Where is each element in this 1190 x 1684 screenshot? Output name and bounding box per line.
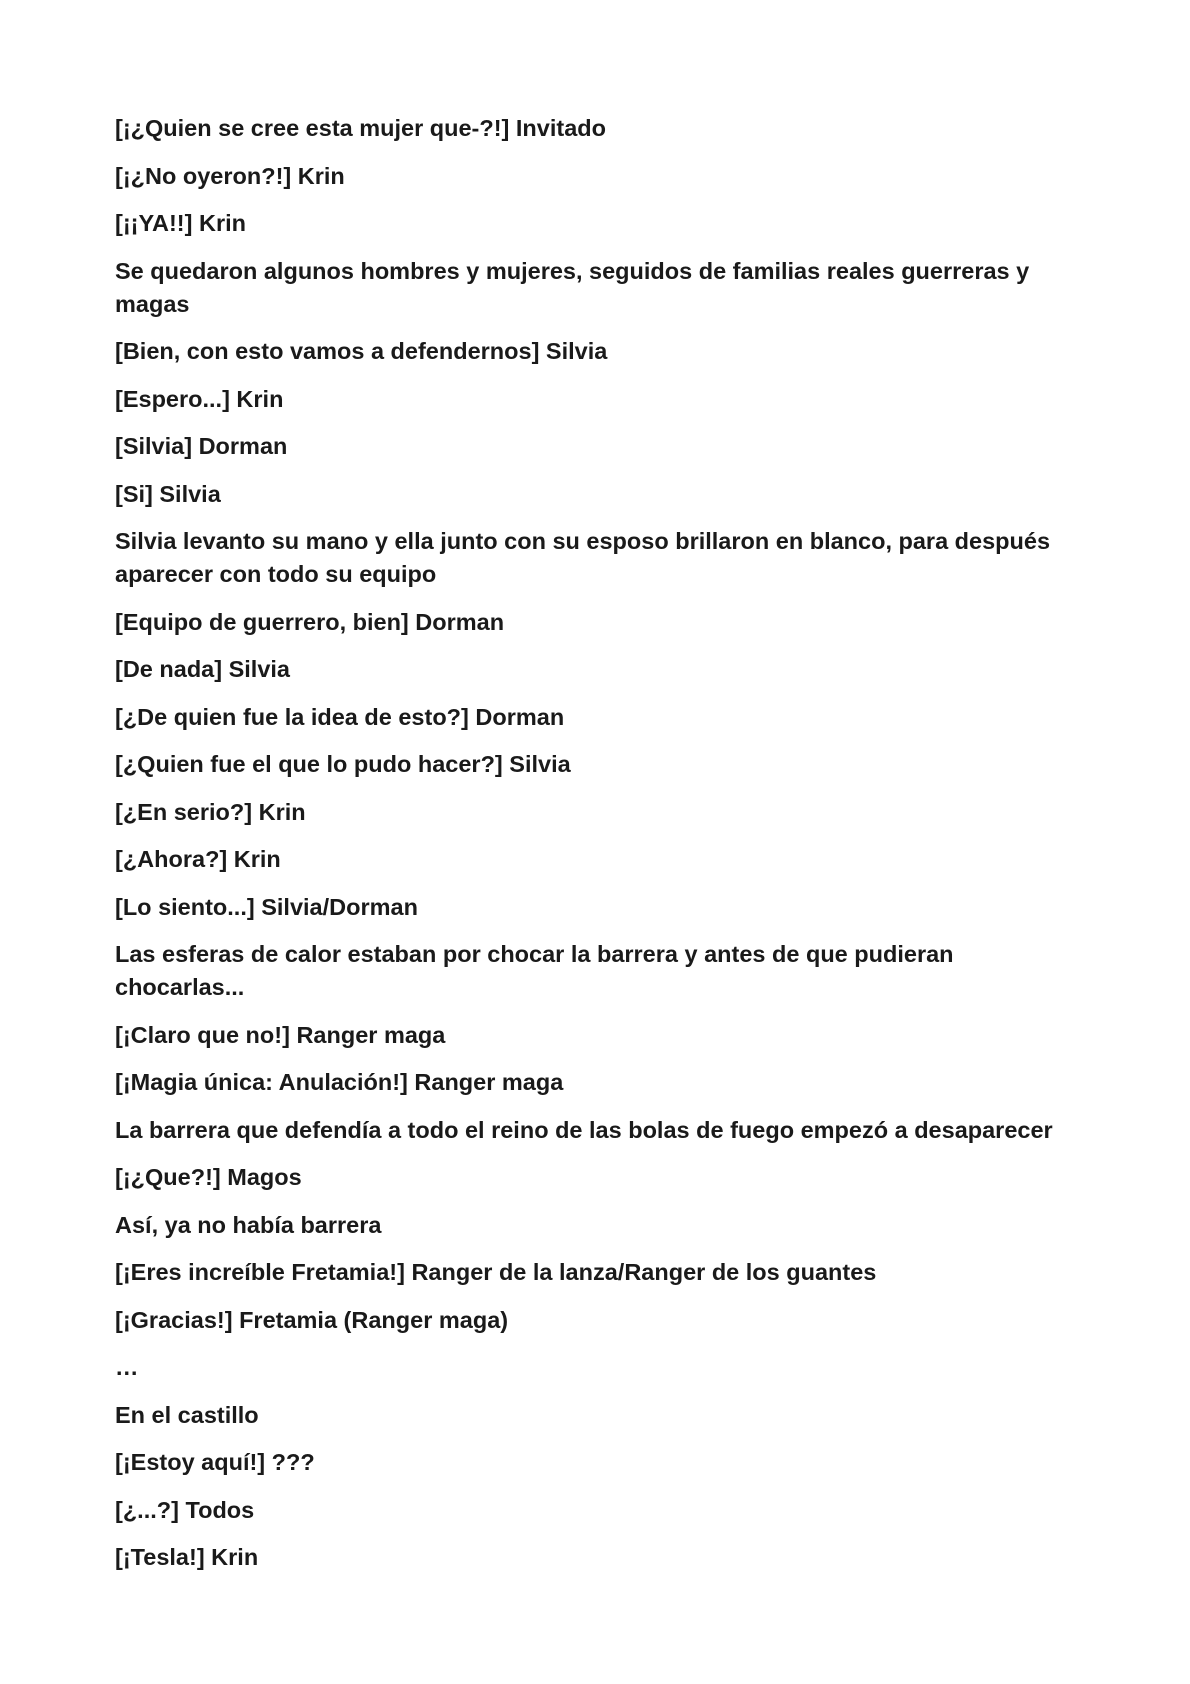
dialogue-line: [¡¡YA!!] Krin (115, 210, 246, 236)
dialogue-line: [Bien, con esto vamos a defendernos] Silvia (115, 338, 608, 364)
narration-line: Silvia levanto su mano y ella junto con su esposo brillaron en blanco, para después aparecer con todo su equipo (115, 528, 1051, 587)
dialogue-line: [Lo siento...] Silvia/Dorman (115, 893, 418, 920)
dialogue-line: [¡Gracias!] Fretamia (Ranger maga) (115, 1306, 509, 1333)
dialogue-line: [¡Tesla!] Krin (115, 1544, 259, 1570)
dialogue-line: [¿...?] Todos (115, 1496, 255, 1523)
dialogue-line: [Si] Silvia (115, 480, 221, 507)
dialogue-line: [¿En serio?] Krin (115, 798, 306, 825)
narration-line: La barrera que defendía a todo el reino de las bolas de fuego empezó a desaparecer (115, 1116, 1053, 1143)
dialogue-line: [¿De quien fue la idea de esto?] Dorman (115, 703, 565, 730)
narration-line: Se quedaron algunos hombres y mujeres, seguidos de familias reales guerreras y magas (115, 257, 1030, 317)
dialogue-line: [¡¿Quien se cree esta mujer que-?!] Invitado (115, 115, 606, 141)
narration-line: Las esferas de calor estaban por chocar la barrera y antes de que pudieran chocarlas... (115, 941, 954, 1000)
dialogue-line: [De nada] Silvia (115, 656, 290, 682)
dialogue-line: [¡Estoy aquí!] ??? (115, 1449, 315, 1475)
dialogue-line: [¿Quien fue el que lo pudo hacer?] Silvia (115, 751, 571, 777)
dialogue-line: [Equipo de guerrero, bien] Dorman (115, 608, 505, 635)
dialogue-line: [¡Claro que no!] Ranger maga (115, 1021, 446, 1048)
dialogue-line: [¡¿Que?!] Magos (115, 1164, 302, 1190)
dialogue-line: [¡Eres increíble Fretamia!] Ranger de la lanza/Ranger de los guantes (115, 1259, 877, 1285)
dialogue-line: [¡Magia única: Anulación!] Ranger maga (115, 1069, 564, 1095)
document-body (115, 112, 1085, 1589)
dialogue-line: [Silvia] Dorman (115, 433, 288, 459)
dialogue-line: [Espero...] Krin (115, 385, 284, 412)
dialogue-line: [¿Ahora?] Krin (115, 846, 281, 872)
narration-line: Así, ya no había barrera (115, 1211, 382, 1238)
scene-break: … (115, 1354, 139, 1380)
narration-line: En el castillo (115, 1401, 259, 1428)
dialogue-line: [¡¿No oyeron?!] Krin (115, 162, 345, 189)
